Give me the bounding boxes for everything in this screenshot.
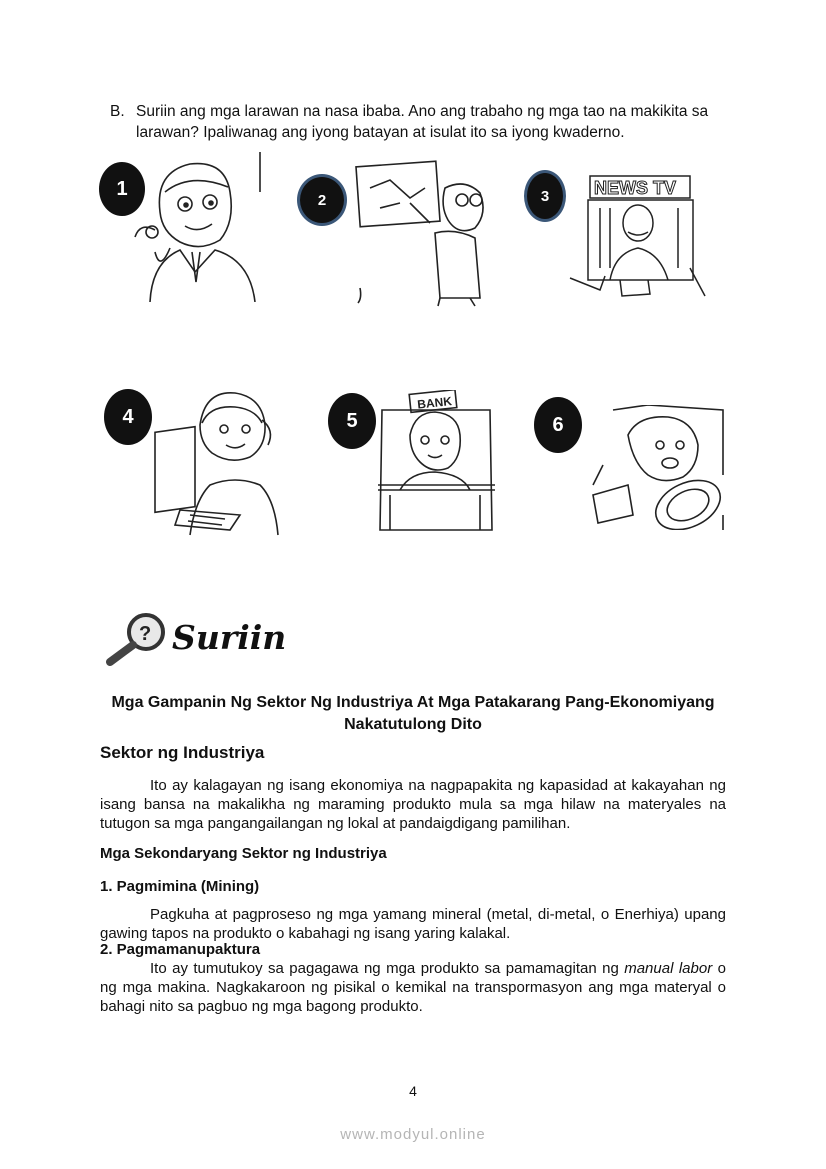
instruction [110, 101, 730, 143]
magnifier-question-icon [104, 610, 170, 666]
picture-3-number-badge: 3 [524, 170, 566, 222]
watermark: www.modyul.online [340, 1126, 486, 1143]
svg-text:NEWS TV: NEWS TV [594, 178, 677, 198]
picture-2-number-badge: 2 [297, 174, 347, 226]
subheading: Sektor ng Industriya [100, 743, 265, 762]
secondary-heading: Mga Sekondaryang Sektor ng Industriya [100, 845, 387, 862]
picture-3-news-anchor [560, 168, 710, 300]
picture-5-number-badge: 5 [328, 393, 376, 449]
svg-text:BANK: BANK [416, 394, 453, 412]
item-2-text [100, 959, 726, 1016]
item-1-title: 1. Pagmimina (Mining) [100, 878, 260, 895]
picture-2-teacher [330, 158, 500, 308]
item-2-text-after: o ng mga makina. Nagkakaroon ng pisikal o kemikal na transpormasyon ang mga materyal o bahagi nito sa pagbuo ng mga bagong produkto. [100, 960, 726, 1015]
picture-6-globe [588, 405, 728, 530]
picture-4-call-center [150, 385, 280, 540]
item-2-title: 2. Pagmamanupaktura [100, 941, 261, 958]
instruction-label: B. [110, 103, 125, 120]
svg-text:?: ? [139, 623, 152, 645]
section-title: Suriin [172, 618, 287, 657]
instruction-text: Suriin ang mga larawan na nasa ibaba. Ano ang trabaho ng mga tao na makikita sa larawan? Ipaliwanag ang iyong batayan at isulat ito sa iyong kwaderno. [136, 103, 709, 141]
main-heading: Mga Gampanin Ng Sektor Ng Industriya At Mga Patakarang Pang-Ekonomiyang Nakatutulong Dito [111, 694, 715, 733]
intro-paragraph: Ito ay kalagayan ng isang ekonomiya na nagpapakita ng kapasidad at kakayahan ng isang bansa na makalikha ng maraming produkto mula sa mga hilaw na materyales na tutugon sa mga pangangailangan ng lokal at pandaigdigang pamilihan. [100, 777, 726, 832]
item-2-text-italic: manual labor [624, 960, 713, 977]
picture-5-bank-teller [370, 390, 500, 535]
picture-1-doctor [130, 152, 270, 302]
picture-1-number-badge: 1 [99, 162, 145, 216]
page-number: 4 [409, 1083, 417, 1099]
item-1-text: Pagkuha at pagproseso ng mga yamang mineral (metal, di-metal, o Enerhiya) upang gawing tapos na produkto o kabahagi ng isang yaring kalakal. [100, 906, 726, 942]
picture-6-number-badge: 6 [534, 397, 582, 453]
item-2-text-before: Ito ay tumutukoy sa pagagawa ng mga produkto sa pamamagitan ng [150, 960, 625, 977]
picture-4-number-badge: 4 [104, 389, 152, 445]
